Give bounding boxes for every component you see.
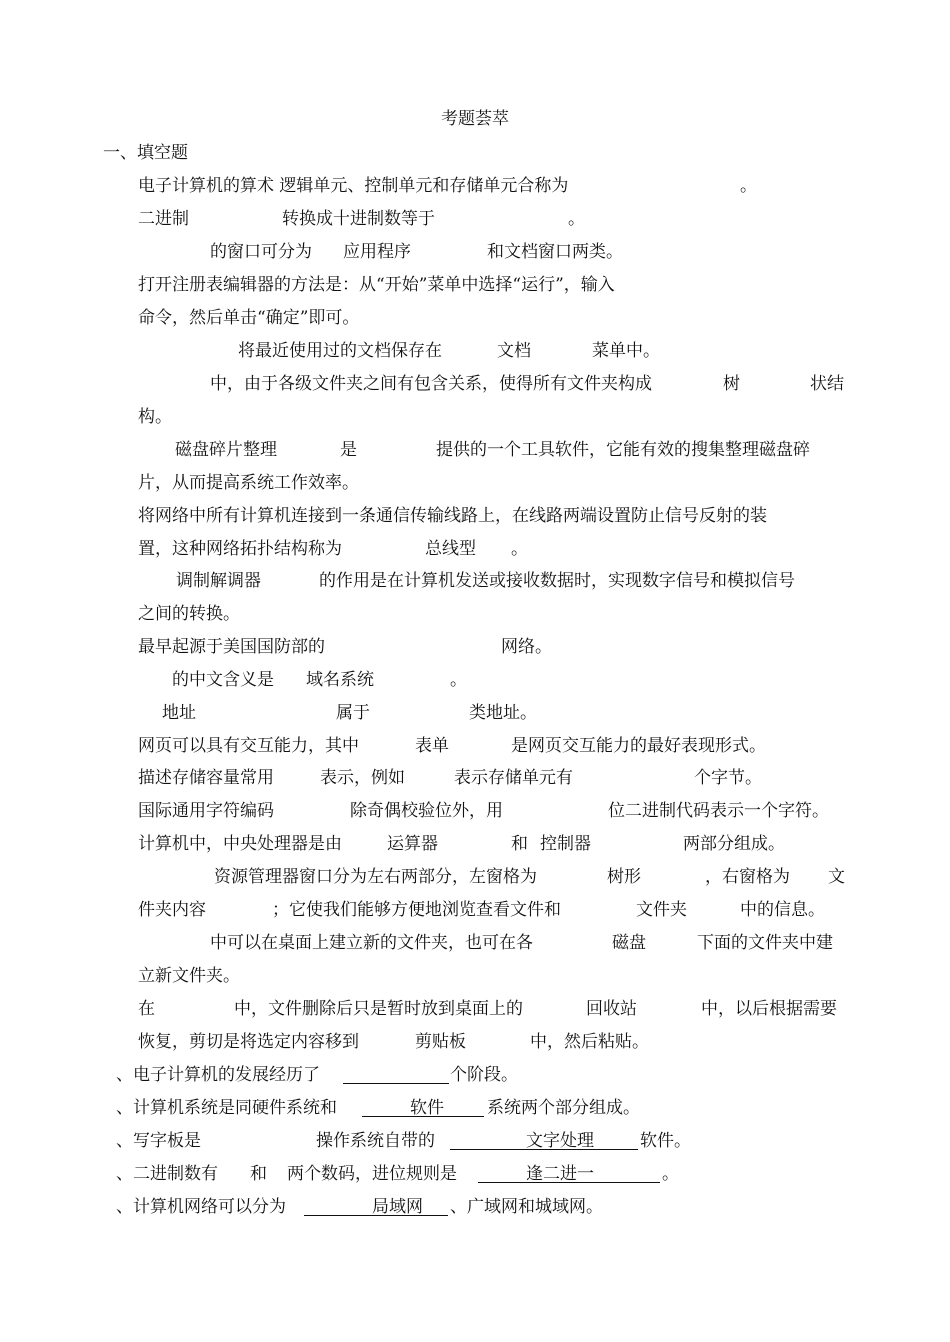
answer-text: 总线型 (425, 539, 476, 559)
question-text: 状结 (810, 374, 844, 394)
question-text: 、计算机网络可以分为 (116, 1197, 286, 1217)
question-text: 将最近使用过的文档保存在 (238, 341, 442, 361)
answer-text: 调制解调器 (176, 571, 261, 591)
question-text: 、广域网和城域网。 (450, 1197, 603, 1217)
question-text: 之间的转换。 (138, 604, 240, 624)
question-text: 是网页交互能力的最好表现形式。 (511, 736, 766, 756)
question-text: 立新文件夹。 (138, 966, 240, 986)
question-text: 提供的一个工具软件，它能有效的搜集整理磁盘碎 (436, 440, 810, 460)
question-text: 、写字板是 (116, 1131, 201, 1151)
question-text: 、二进制数有 (116, 1164, 218, 1184)
question-text: 中，以后根据需要 (701, 999, 837, 1019)
question-text: 位二进制代码表示一个字符。 (608, 801, 829, 821)
question-text: 和 (511, 834, 528, 854)
question-text: 中的信息。 (740, 900, 825, 920)
question-text: 、计算机系统是同硬件系统和 (116, 1098, 337, 1118)
question-text: 国际通用字符编码 (138, 801, 274, 821)
question-text: 。 (511, 539, 528, 559)
answer-text: 局域网 (372, 1197, 423, 1217)
answer-text: 文字处理 (526, 1131, 594, 1151)
question-text: 置，这种网络拓扑结构称为 (138, 539, 342, 559)
answer-text: 回收站 (586, 999, 637, 1019)
question-text: 的作用是在计算机发送或接收数据时，实现数字信号和模拟信号 (319, 571, 795, 591)
question-text: 软件。 (640, 1131, 691, 1151)
question-text: 中，文件删除后只是暂时放到桌面上的 (234, 999, 523, 1019)
question-text: 恢复，剪切是将选定内容移到 (138, 1032, 359, 1052)
question-text: 表示存储单元有 (454, 768, 573, 788)
question-text: 下面的文件夹中建 (697, 933, 833, 953)
answer-text: 应用程序 (343, 242, 411, 262)
question-text: ，右窗格为 (705, 867, 790, 887)
answer-text: 磁盘碎片整理 (175, 440, 277, 460)
question-text: 除奇偶校验位外，用 (350, 801, 503, 821)
answer-text: 文档 (497, 341, 531, 361)
question-text: 构。 (138, 407, 172, 427)
question-text: 是 (340, 440, 357, 460)
question-text: 中，然后粘贴。 (530, 1032, 649, 1052)
question-text: 。 (662, 1164, 679, 1184)
question-text: 片，从而提高系统工作效率。 (138, 473, 359, 493)
question-text: 最早起源于美国国防部的 (138, 637, 325, 657)
question-text: 表示，例如 (320, 768, 405, 788)
answer-text: 控制器 (540, 834, 591, 854)
question-text: 地址 (162, 703, 196, 723)
question-text: 打开注册表编辑器的方法是：从“开始”菜单中选择“运行”，输入 (138, 275, 615, 295)
question-text: 描述存储容量常用 (138, 768, 274, 788)
question-text: 和文档窗口两类。 (487, 242, 623, 262)
question-text: 、电子计算机的发展经历了 (116, 1065, 320, 1085)
question-text: 系统两个部分组成。 (487, 1098, 640, 1118)
question-text: 属于 (336, 703, 370, 723)
question-text: 两个数码，进位规则是 (287, 1164, 457, 1184)
question-text: 和 (250, 1164, 267, 1184)
question-text: 的中文含义是 (172, 670, 274, 690)
question-text: 二进制 (138, 209, 189, 229)
question-text: ；它使我们能够方便地浏览查看文件和 (272, 900, 561, 920)
question-text: 。 (568, 209, 585, 229)
question-text: 转换成十进制数等于 (282, 209, 435, 229)
question-text: 电子计算机的算术 逻辑单元、控制单元和存储单元合称为 (138, 176, 569, 196)
question-text: 操作系统自带的 (316, 1131, 435, 1151)
answer-text: 树 (723, 374, 740, 394)
question-text: 中，由于各级文件夹之间有包含关系，使得所有文件夹构成 (210, 374, 652, 394)
question-text: 类地址。 (469, 703, 537, 723)
section-heading: 一、填空题 (103, 143, 188, 163)
question-text: 将网络中所有计算机连接到一条通信传输线路上，在线路两端设置防止信号反射的装 (138, 506, 767, 526)
question-text: 菜单中。 (592, 341, 660, 361)
question-text: 。 (740, 176, 757, 196)
question-text: 计算机中，中央处理器是由 (138, 834, 342, 854)
question-text: 在 (138, 999, 155, 1019)
question-text: 个阶段。 (450, 1065, 518, 1085)
question-text: 个字节。 (694, 768, 762, 788)
answer-text: 域名系统 (306, 670, 374, 690)
answer-text: 表单 (415, 736, 449, 756)
question-text: 资源管理器窗口分为左右两部分，左窗格为 (214, 867, 537, 887)
answer-text: 运算器 (387, 834, 438, 854)
answer-text: 剪贴板 (415, 1032, 466, 1052)
answer-text: 文 (828, 867, 845, 887)
question-text: 网络。 (501, 637, 552, 657)
answer-underline (343, 1083, 449, 1084)
answer-text: 磁盘 (612, 933, 646, 953)
question-text: 命令，然后单击“确定”即可。 (138, 308, 360, 328)
answer-text: 逢二进一 (526, 1164, 594, 1184)
question-text: 的窗口可分为 (210, 242, 312, 262)
question-text: 网页可以具有交互能力，其中 (138, 736, 359, 756)
question-text: 两部分组成。 (683, 834, 785, 854)
answer-text: 文件夹 (636, 900, 687, 920)
question-text: 。 (450, 670, 467, 690)
answer-text: 树形 (607, 867, 641, 887)
question-text: 中可以在桌面上建立新的文件夹，也可在各 (210, 933, 533, 953)
answer-text: 软件 (410, 1098, 444, 1118)
answer-text: 件夹内容 (138, 900, 206, 920)
page-title: 考题荟萃 (441, 109, 509, 129)
